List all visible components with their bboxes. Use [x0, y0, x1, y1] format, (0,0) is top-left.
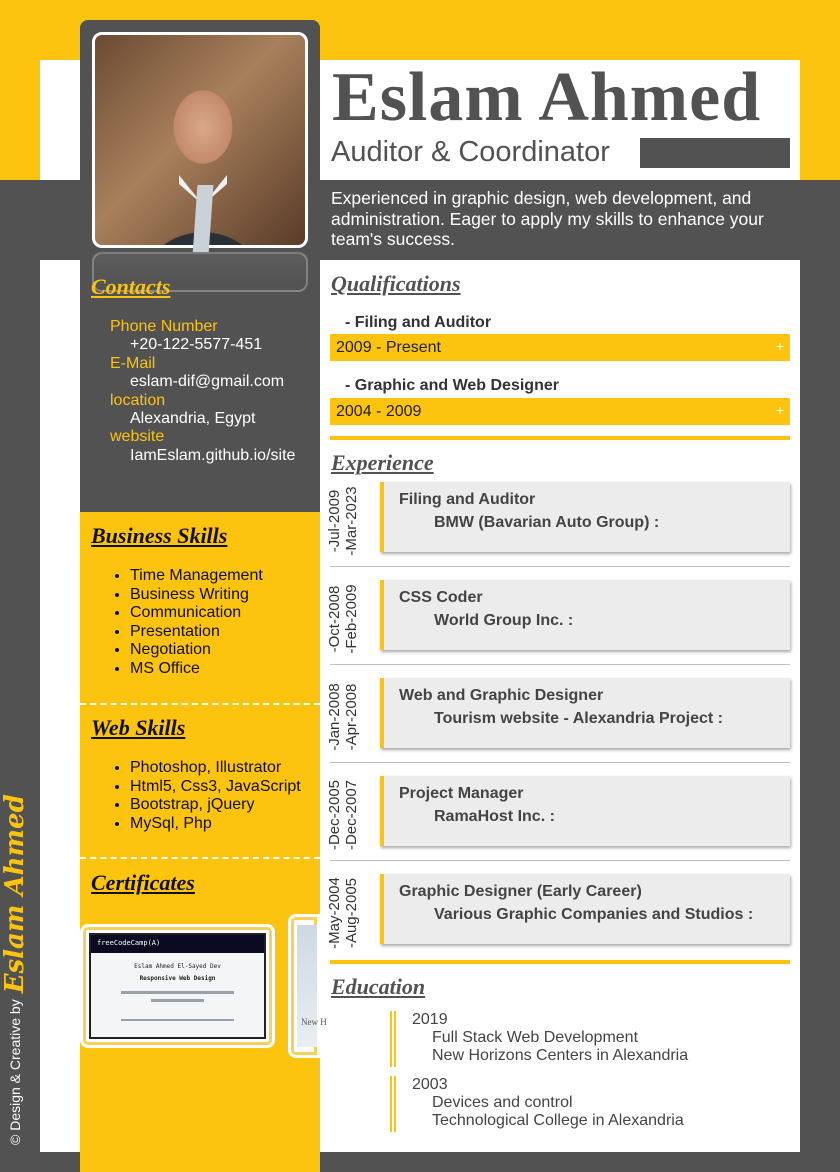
date-from: -Jul-2009: [326, 489, 343, 553]
qualification-period: 2009 - Present: [336, 339, 441, 356]
qualification-toggle[interactable]: [330, 398, 790, 425]
qualifications-heading: Qualifications: [331, 271, 461, 296]
date-from: -Dec-2005: [326, 779, 343, 851]
experience-dates: [326, 674, 366, 760]
certificate-course: Responsive Web Design: [139, 975, 216, 982]
plus-icon[interactable]: +: [775, 338, 784, 354]
experience-divider: [330, 664, 790, 665]
education-program: Devices and control: [432, 1094, 573, 1111]
contact-label-website: website: [110, 428, 165, 445]
business-skills-list: [110, 567, 263, 678]
credit-text: © Design & Creative by: [7, 999, 23, 1145]
experience-company: Tourism website - Alexandria Project :: [434, 710, 723, 727]
experience-card: [380, 776, 790, 846]
education-year: 2003: [412, 1076, 448, 1093]
section-divider: [330, 436, 790, 440]
certificate-card[interactable]: [80, 924, 275, 1048]
certificate-card-partial[interactable]: [288, 914, 327, 1058]
date-to: -Dec-2007: [343, 779, 360, 851]
title-accent-bar: [640, 138, 790, 168]
section-divider: [80, 857, 320, 859]
experience-title: Project Manager: [399, 785, 524, 802]
education-school: New Horizons Centers in Alexandria: [432, 1047, 689, 1064]
skill-item: • Html5, Css3, JavaScript: [130, 778, 301, 797]
skill-item: • Negotiation: [130, 641, 263, 660]
experience-divider: [330, 566, 790, 567]
education-item: [390, 1011, 790, 1067]
contact-phone[interactable]: +20-122-5577-451: [130, 336, 263, 353]
certificate-partial-text: New H: [301, 1017, 327, 1027]
qualification-name: - Filing and Auditor: [345, 314, 492, 331]
education-program: Full Stack Web Development: [432, 1029, 639, 1046]
skill-item: • Photoshop, Illustrator: [130, 759, 301, 778]
certificates-heading: Certificates: [91, 870, 195, 895]
date-to: -Mar-2023: [343, 486, 360, 556]
qualification-period: 2004 - 2009: [336, 403, 422, 420]
certificate-text-line: [121, 1019, 234, 1021]
business-skills-heading: Business Skills: [91, 523, 228, 548]
skill-item: • Business Writing: [130, 586, 263, 605]
certificate-signature: [151, 999, 204, 1002]
skill-item: • Communication: [130, 604, 263, 623]
job-title: Auditor & Coordinator: [331, 136, 610, 168]
qualification-name: - Graphic and Web Designer: [345, 377, 559, 394]
signature-logo: Eslam Ahmed: [0, 794, 30, 994]
experience-dates: [326, 870, 366, 956]
skill-item: • Presentation: [130, 623, 263, 642]
web-skills-heading: Web Skills: [91, 715, 186, 740]
experience-company: World Group Inc. :: [434, 612, 574, 629]
experience-divider: [330, 860, 790, 861]
education-item: [390, 1076, 790, 1132]
page-title: Eslam Ahmed: [332, 59, 762, 136]
left-white-strip: [40, 260, 80, 1152]
profile-summary: Experienced in graphic design, web development, and administration. Eager to apply my skills to enhance your team's success.: [331, 188, 764, 249]
experience-card: [380, 874, 790, 944]
date-to: -Feb-2009: [343, 584, 360, 654]
certificate-name: Eslam Ahmed El-Sayed Dev: [134, 963, 221, 970]
experience-dates: [326, 772, 366, 858]
experience-company: BMW (Bavarian Auto Group) :: [434, 514, 660, 531]
experience-divider: [330, 762, 790, 763]
profile-photo: [92, 32, 308, 248]
experience-card: [380, 482, 790, 552]
contact-label-phone: Phone Number: [110, 318, 218, 335]
designer-credit: [0, 794, 30, 1145]
certificate-brand: freeCodeCamp(A): [91, 935, 264, 953]
qualification-toggle[interactable]: [330, 334, 790, 361]
certificate-image: [89, 933, 266, 1039]
contacts-heading: Contacts: [91, 274, 171, 299]
contact-label-location: location: [110, 392, 166, 409]
certificate-image: [297, 925, 327, 1047]
web-skills-list: [110, 759, 301, 833]
certificate-text-line: [121, 991, 234, 994]
experience-card: [380, 580, 790, 650]
education-school: Technological College in Alexandria: [432, 1112, 684, 1129]
skill-item: • Time Management: [130, 567, 263, 586]
date-to: -Aug-2005: [343, 877, 360, 949]
experience-company: Various Graphic Companies and Studios :: [434, 906, 754, 923]
plus-icon[interactable]: +: [775, 402, 784, 418]
experience-title: CSS Coder: [399, 589, 483, 606]
experience-title: Web and Graphic Designer: [399, 687, 604, 704]
date-from: -Oct-2008: [326, 585, 343, 653]
contact-website[interactable]: IamEslam.github.io/site: [130, 447, 296, 464]
contact-location: Alexandria, Egypt: [130, 410, 256, 427]
photo-tie: [193, 185, 214, 255]
contact-label-email: E-Mail: [110, 355, 156, 372]
education-heading: Education: [331, 974, 426, 999]
experience-heading: Experience: [331, 450, 434, 475]
skill-item: • Bootstrap, jQuery: [130, 796, 301, 815]
skill-item: • MS Office: [130, 660, 263, 679]
date-to: -Apr-2008: [343, 683, 360, 751]
date-from: -May-2004: [326, 877, 343, 949]
section-divider: [80, 703, 320, 705]
experience-title: Graphic Designer (Early Career): [399, 883, 642, 900]
section-divider: [330, 960, 790, 964]
experience-company: RamaHost Inc. :: [434, 808, 555, 825]
contact-email[interactable]: eslam-dif@gmail.com: [130, 373, 285, 390]
experience-title: Filing and Auditor: [399, 491, 536, 508]
experience-dates: [326, 576, 366, 662]
education-year: 2019: [412, 1011, 448, 1028]
skill-item: • MySql, Php: [130, 815, 301, 834]
date-from: -Jan-2008: [326, 683, 343, 751]
experience-card: [380, 678, 790, 748]
experience-dates: [326, 478, 366, 564]
